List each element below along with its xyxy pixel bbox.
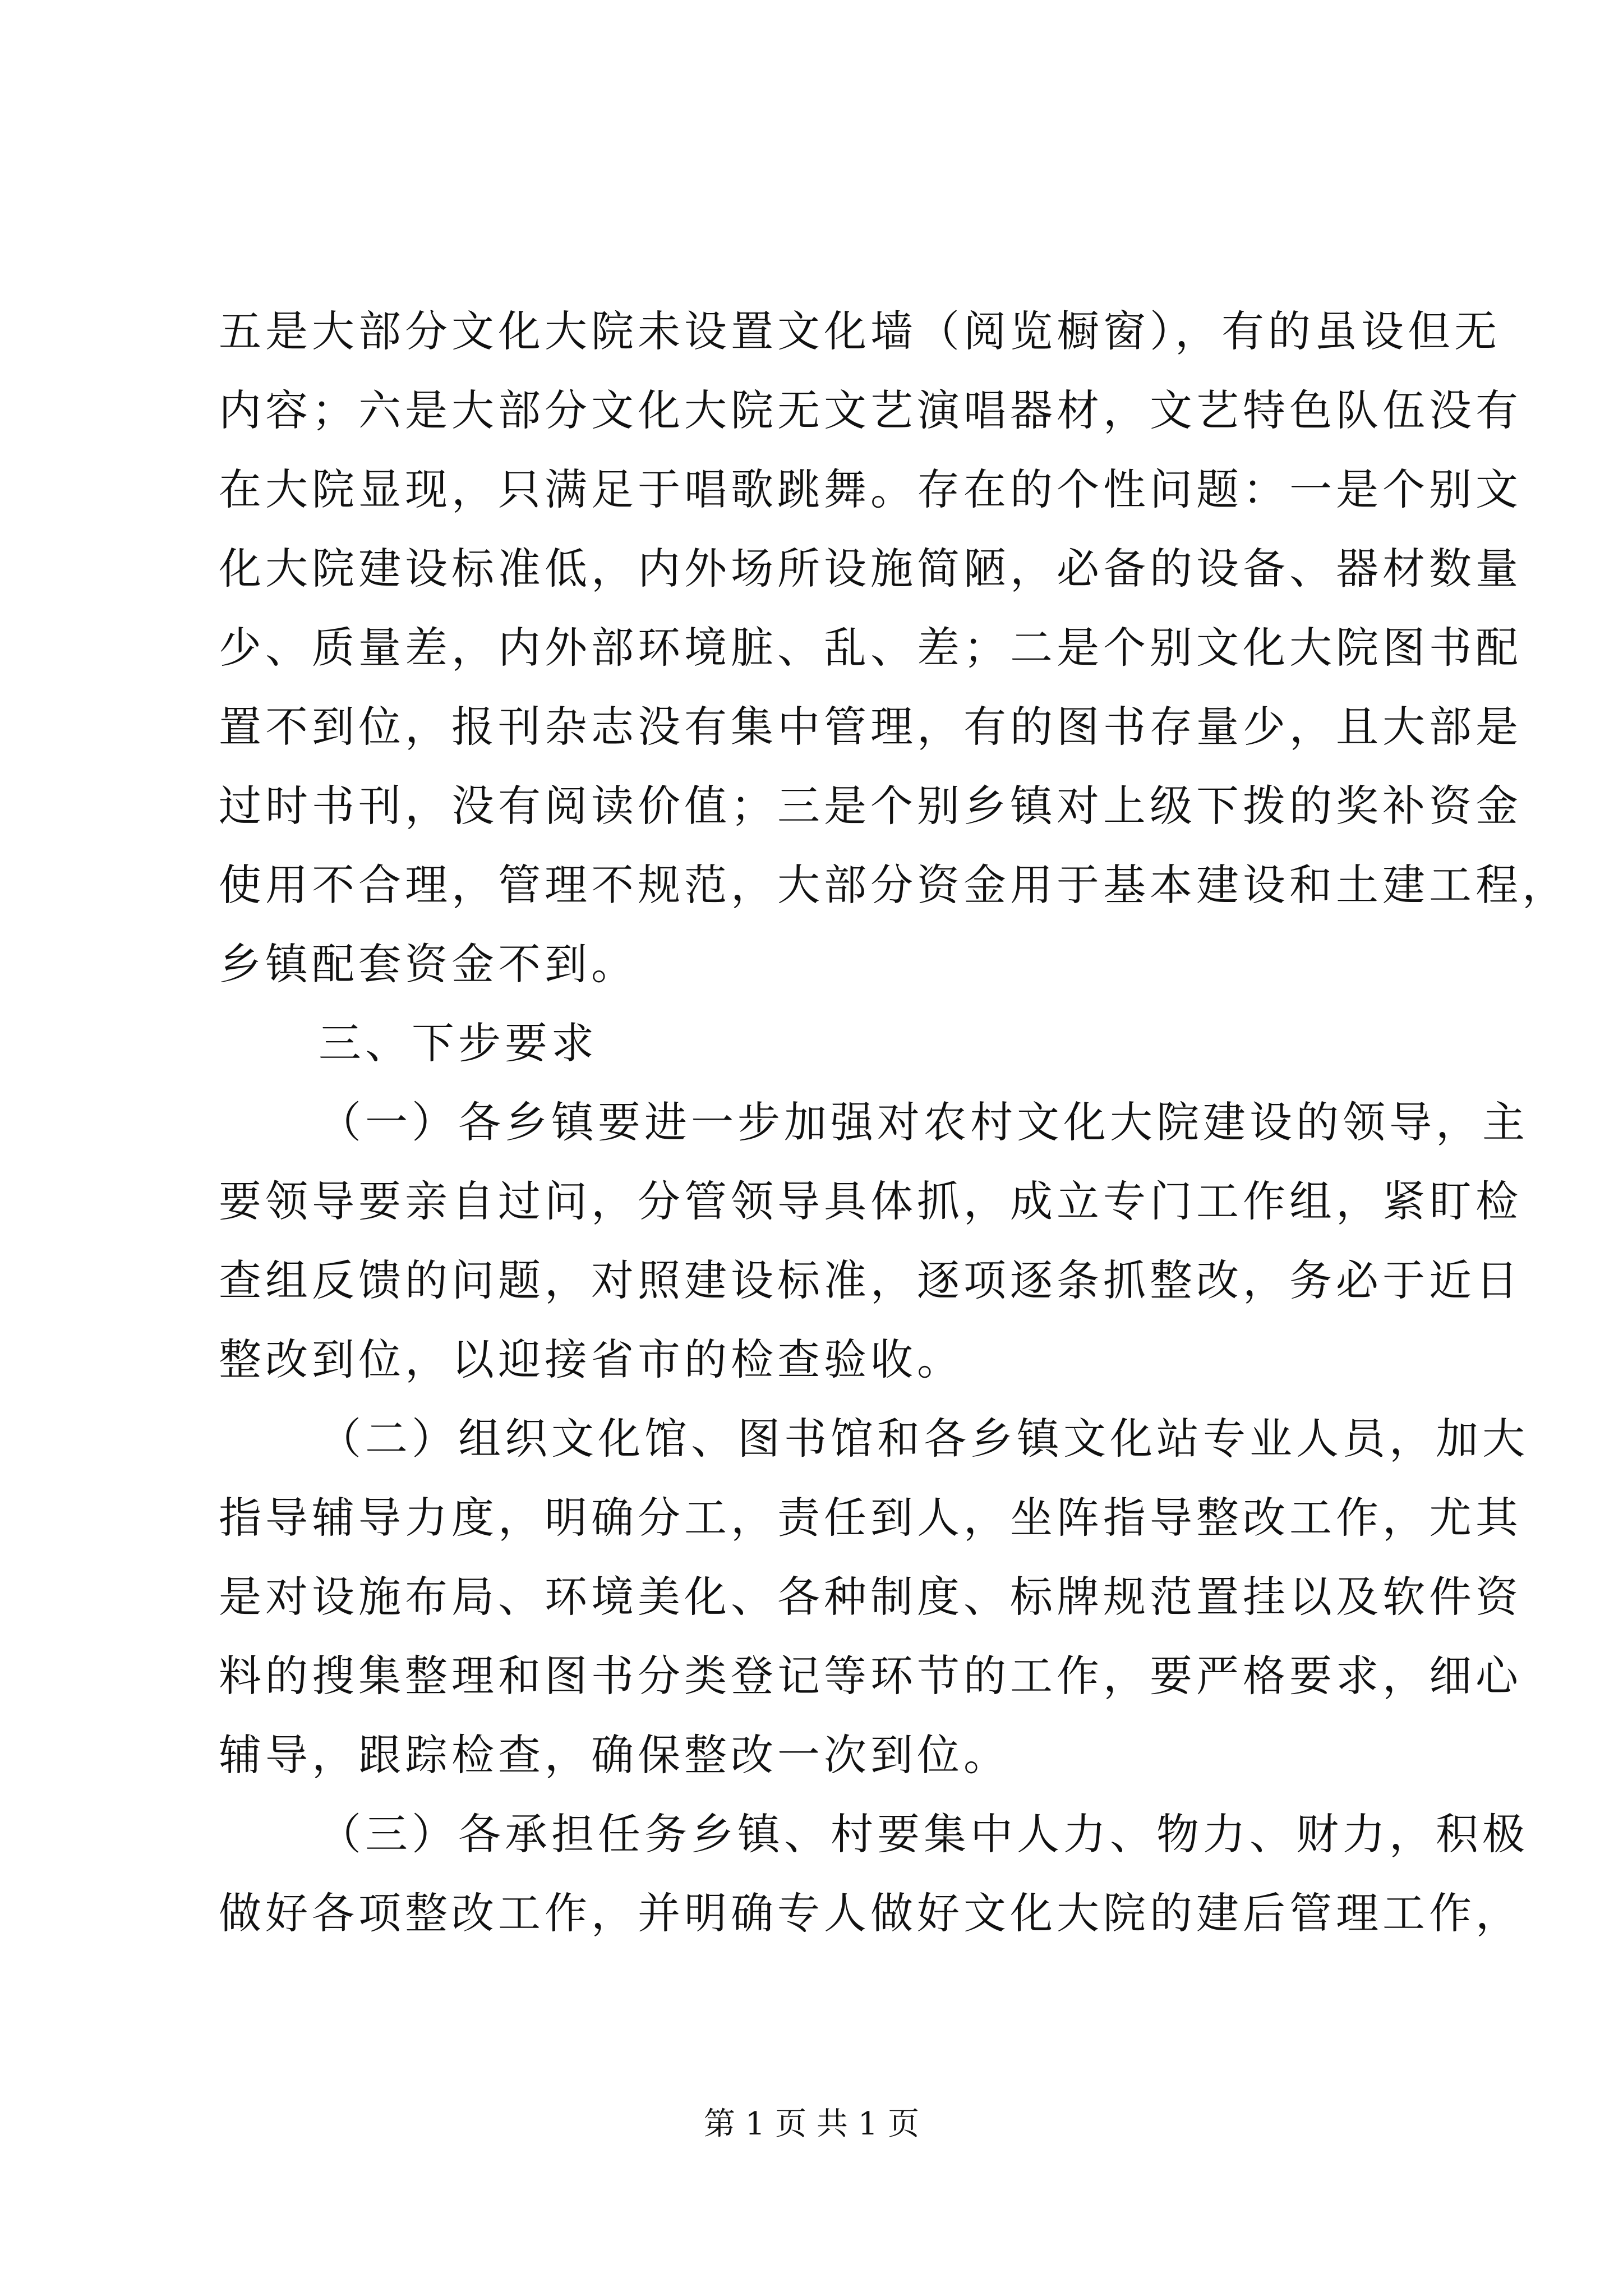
text-line: （一）各乡镇要进一步加强对农村文化大院建设的领导，主	[319, 1097, 1529, 1147]
text-line: 辅导，跟踪检查，确保整改一次到位。	[219, 1730, 1010, 1780]
text-line: （二）组织文化馆、图书馆和各乡镇文化站专业人员，加大	[319, 1414, 1529, 1464]
text-line: （三）各承担任务乡镇、村要集中人力、物力、财力，积极	[319, 1809, 1529, 1859]
page-footer: 第 1 页 共 1 页	[703, 2106, 920, 2142]
text-line: 查组反馈的问题，对照建设标准，逐项逐条抓整改，务必于近日	[219, 1255, 1522, 1305]
text-line: 使用不合理，管理不规范，大部分资金用于基本建设和土建工程，	[219, 860, 1569, 910]
text-line: 料的搜集整理和图书分类登记等环节的工作，要严格要求，细心	[219, 1651, 1522, 1701]
text-line: 置不到位，报刊杂志没有集中管理，有的图书存量少，且大部是	[219, 702, 1522, 752]
text-line: 是对设施布局、环境美化、各种制度、标牌规范置挂以及软件资	[219, 1572, 1522, 1622]
document-body	[219, 292, 1569, 1953]
text-line: 要领导要亲自过问，分管领导具体抓，成立专门工作组，紧盯检	[219, 1176, 1522, 1226]
text-line: 少、质量差，内外部环境脏、乱、差；二是个别文化大院图书配	[219, 623, 1522, 673]
text-line: 过时书刊，没有阅读价值；三是个别乡镇对上级下拨的奖补资金	[219, 781, 1522, 831]
text-line: 指导辅导力度，明确分工，责任到人，坐阵指导整改工作，尤其	[219, 1493, 1522, 1543]
text-line: 整改到位，以迎接省市的检查验收。	[219, 1335, 963, 1384]
section-heading: 三、下步要求	[319, 1018, 598, 1068]
text-line: 化大院建设标准低，内外场所设施简陋，必备的设备、器材数量	[219, 544, 1522, 593]
text-line: 做好各项整改工作，并明确专人做好文化大院的建后管理工作，	[219, 1888, 1522, 1938]
text-line: 五是大部分文化大院未设置文化墙（阅览橱窗），有的虽设但无	[219, 306, 1501, 356]
text-line: 乡镇配套资金不到。	[219, 939, 638, 989]
text-line: 内容；六是大部分文化大院无文艺演唱器材，文艺特色队伍没有	[219, 385, 1522, 435]
text-line: 在大院显现，只满足于唱歌跳舞。存在的个性问题：一是个别文	[219, 464, 1522, 514]
